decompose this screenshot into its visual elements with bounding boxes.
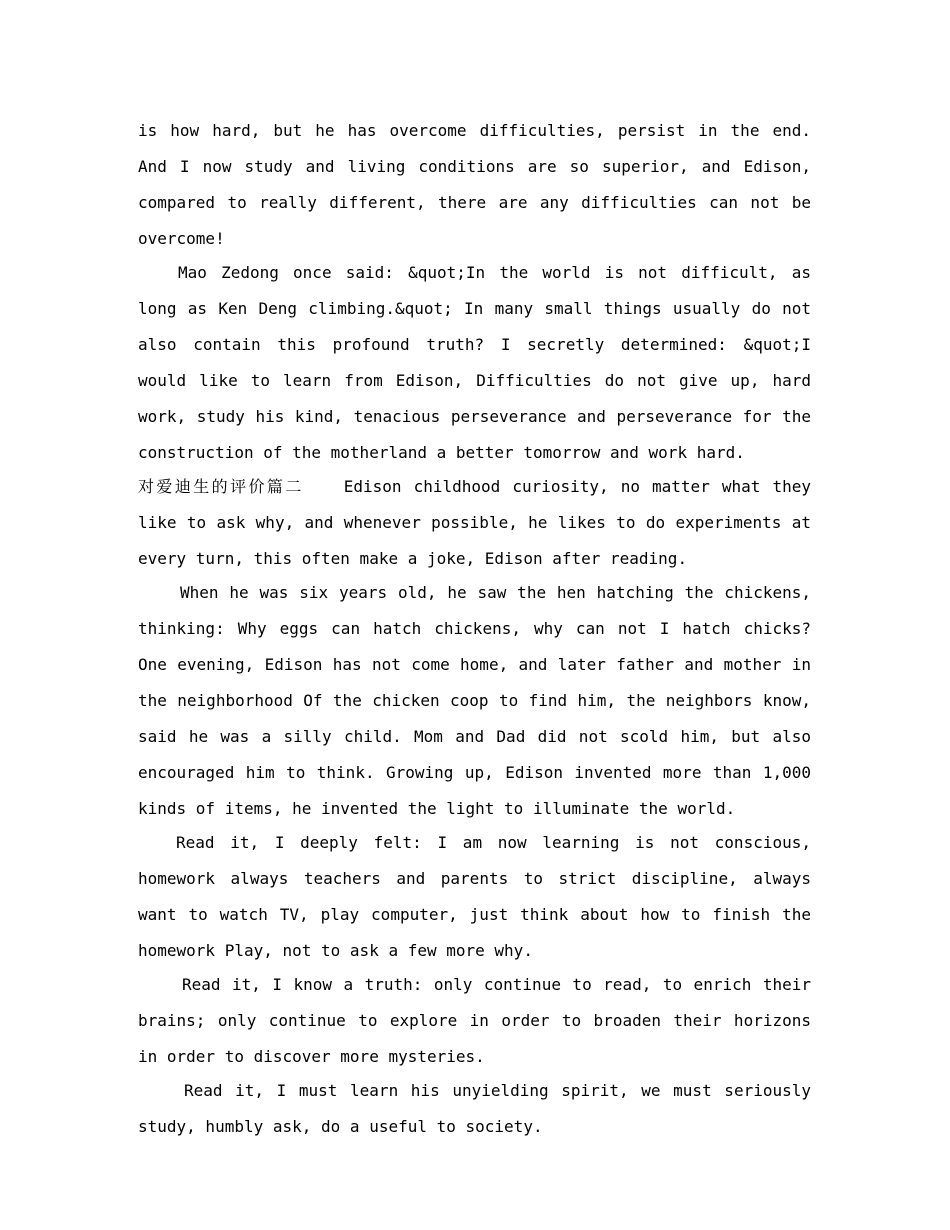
section-heading: 对爱迪生的评价篇二 — [138, 477, 304, 496]
document-page — [138, 113, 811, 1145]
paragraph-7: Read it, I must learn his unyielding spirit, we must seriously study, humbly ask, do a useful to society. — [138, 1081, 811, 1136]
paragraph-2: Mao Zedong once said: &quot;In the world is not difficult, as long as Ken Deng climbing.&quot; In many small things usually do not also contain this profound truth? I secretly determined: &quot;I would like to learn from Edison, Difficulties do not give up, hard work, study his kind, tenacious perseverance and perseverance for the construction of the motherland a better tomorrow and work hard. — [138, 263, 811, 462]
paragraph-3: Edison childhood curiosity, no matter what they like to ask why, and whenever possible, he likes to do experiments at every turn, this often make a joke, Edison after reading. — [138, 477, 811, 568]
paragraph-5: Read it, I deeply felt: I am now learning is not conscious, homework always teachers and parents to strict discipline, always want to watch TV, play computer, just think about how to finish the homework Play, not to ask a few more why. — [138, 833, 811, 960]
section-paragraph — [138, 469, 811, 577]
paragraph-1: is how hard, but he has overcome difficulties, persist in the end. And I now study and living conditions are so superior, and Edison, compared to really different, there are any difficulties can not be overcome! — [138, 121, 811, 248]
paragraph-4: When he was six years old, he saw the hen hatching the chickens, thinking: Why eggs can hatch chickens, why can not I hatch chicks? One evening, Edison has not come home, and later father and mother in the neighborhood Of the chicken coop to find him, the neighbors know, said he was a silly child. Mom and Dad did not scold him, but also encouraged him to think. Growing up, Edison invented more than 1,000 kinds of items, he invented the light to illuminate the world. — [138, 583, 811, 818]
paragraph-6: Read it, I know a truth: only continue to read, to enrich their brains; only continue to explore in order to broaden their horizons in order to discover more mysteries. — [138, 975, 811, 1066]
